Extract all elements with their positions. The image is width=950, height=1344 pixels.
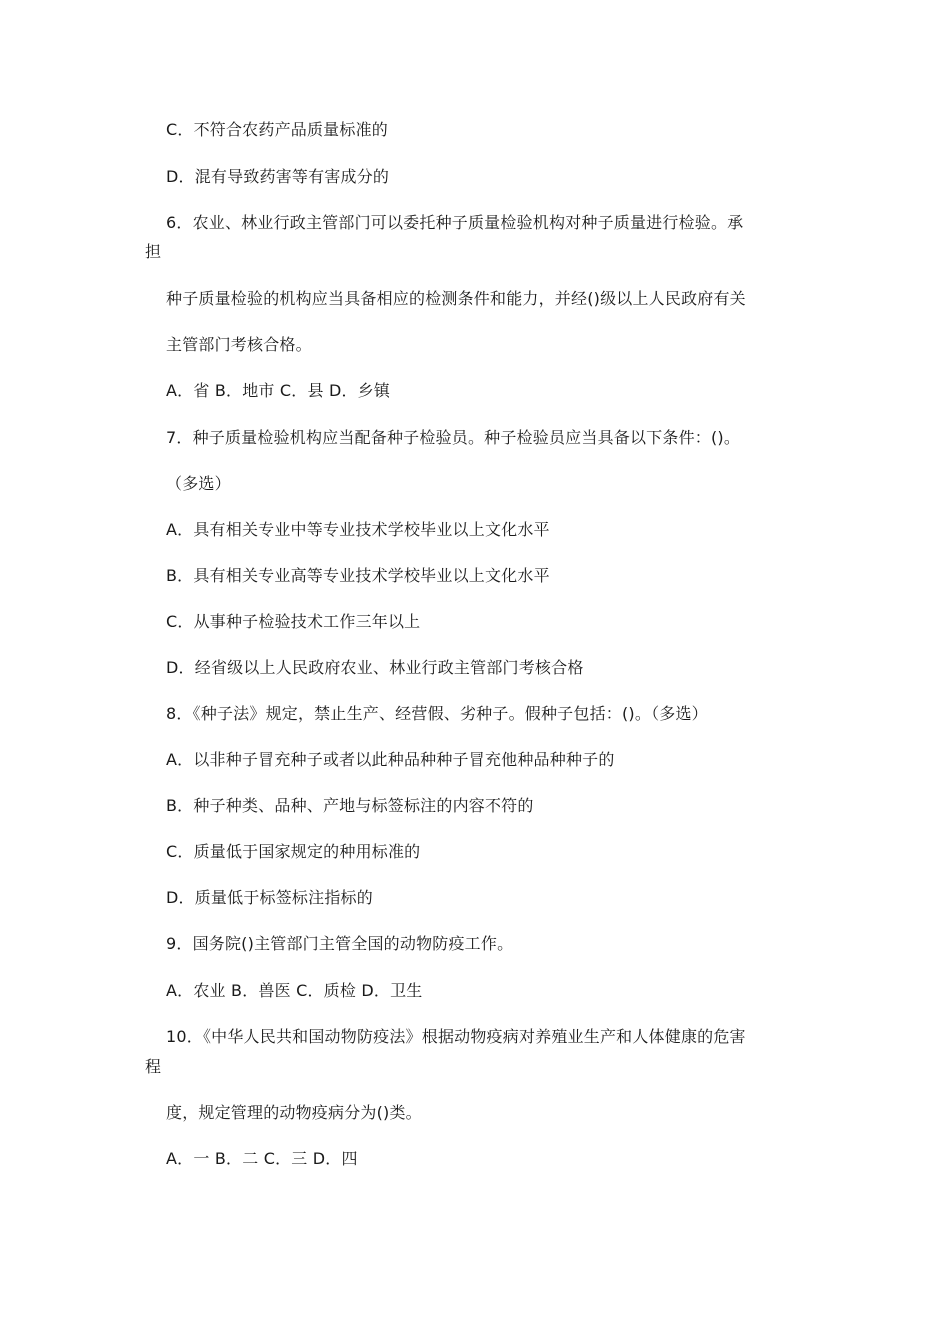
q9-options: A．农业 B．兽医 C．质检 D．卫生 <box>166 981 423 1000</box>
q5-option-d: D．混有导致药害等有害成分的 <box>166 167 390 186</box>
q6-options: A．省 B．地市 C．县 D．乡镇 <box>166 381 391 400</box>
q6-question-wrap: 担 <box>145 242 162 261</box>
q7-option-a: A．具有相关专业中等专业技术学校毕业以上文化水平 <box>166 520 550 539</box>
q7-option-d: D．经省级以上人民政府农业、林业行政主管部门考核合格 <box>166 658 584 677</box>
q8-option-a: A．以非种子冒充种子或者以此种品种种子冒充他种品种种子的 <box>166 750 615 769</box>
q5-option-c: C．不符合农药产品质量标准的 <box>166 120 388 139</box>
q6-question-line-3: 主管部门考核合格。 <box>166 335 312 354</box>
q6-question-line-2: 种子质量检验的机构应当具备相应的检测条件和能力，并经()级以上人民政府有关 <box>166 289 746 308</box>
q7-option-c: C．从事种子检验技术工作三年以上 <box>166 612 421 631</box>
q10-question-line-2: 度，规定管理的动物疫病分为()类。 <box>166 1103 422 1122</box>
q7-option-b: B．具有相关专业高等专业技术学校毕业以上文化水平 <box>166 566 550 585</box>
q10-question-wrap: 程 <box>145 1057 162 1076</box>
q8-option-d: D．质量低于标签标注指标的 <box>166 888 373 907</box>
q7-question: 7．种子质量检验机构应当配备种子检验员。种子检验员应当具备以下条件：()。 <box>166 428 741 447</box>
q10-question-line-1: 10．《中华人民共和国动物防疫法》根据动物疫病对养殖业生产和人体健康的危害 <box>166 1027 746 1046</box>
q8-option-c: C．质量低于国家规定的种用标准的 <box>166 842 421 861</box>
q6-question-line-1: 6．农业、林业行政主管部门可以委托种子质量检验机构对种子质量进行检验。承 <box>166 213 744 232</box>
q10-options: A．一 B．二 C．三 D．四 <box>166 1149 358 1168</box>
q8-option-b: B．种子种类、品种、产地与标签标注的内容不符的 <box>166 796 534 815</box>
q9-question: 9．国务院()主管部门主管全国的动物防疫工作。 <box>166 934 514 953</box>
q7-multiselect-note: （多选） <box>166 474 231 493</box>
q8-question: 8．《种子法》规定，禁止生产、经营假、劣种子。假种子包括：()。（多选） <box>166 704 708 723</box>
